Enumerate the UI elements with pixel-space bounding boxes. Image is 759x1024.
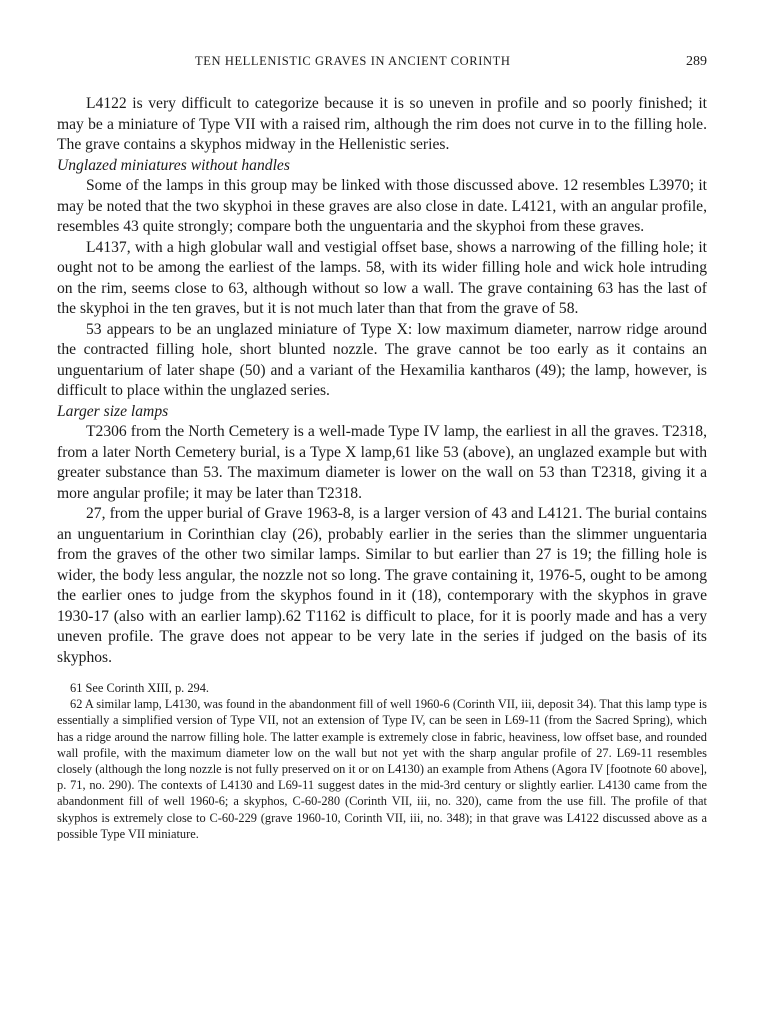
paragraph: T2306 from the North Cemetery is a well-made Type IV lamp, the earliest in all the graves. T2318, from a later North Cemetery burial, is a Type X lamp,61 like 53 (above), an unglazed example but with greater substance than 53. The maximum diameter is lower on the wall on 53 than T2318, giving it a more angular profile; it may be later than T2318. bbox=[57, 423, 707, 502]
section-heading: Unglazed miniatures without handles bbox=[57, 156, 290, 174]
body-text bbox=[57, 94, 707, 842]
running-head: TEN HELLENISTIC GRAVES IN ANCIENT CORINTH bbox=[195, 54, 511, 68]
page-header bbox=[57, 54, 707, 74]
footnote: 61 See Corinth XIII, p. 294. bbox=[70, 681, 210, 695]
section-heading: Larger size lamps bbox=[57, 402, 169, 420]
paragraph: 27, from the upper burial of Grave 1963-8, is a larger version of 43 and L4121. The burial contains an unguentarium in Corinthian clay (26), probably earlier in the series than the slimmer unguentaria from the graves of the other two similar lamps. Similar to but earlier than 27 is 19; the filling hole is wider, the body less angular, the nozzle not so long. The grave containing it, 1976-5, ought to be among the earlier ones to judge from the skyphos found in it (18), contemporary with the skyphos in grave 1930-17 (also with an earlier lamp).62 T1162 is difficult to place, for it is poorly made and has a very uneven profile. The grave does not appear to be very late in the series if judged on the basis of its skyphos. bbox=[57, 505, 707, 666]
paragraph: Some of the lamps in this group may be linked with those discussed above. 12 resembles L3970; it may be noted that the two skyphoi in these graves are also close in date. L4121, with an angular profile, resembles 43 quite strongly; compare both the unguentaria and the skyphoi from these graves. bbox=[57, 177, 707, 235]
page-number: 289 bbox=[686, 54, 707, 69]
footnote: 62 A similar lamp, L4130, was found in the abandonment fill of well 1960-6 (Corinth VII, iii, deposit 34). That this lamp type is essentially a simplified version of Type VII, not an extension of Type IV, can be seen in L69-11 (from the Sacred Spring), which has a ridge around the narrow filling hole. The latter example is extremely close in fabric, heaviness, low offset base, and rounded wall profile, with the maximum diameter low on the wall but not yet with the sharp angular profile of 27. L69-11 resembles closely (although the long nozzle is not fully preserved on it or on L4130) an example from Athens (Agora IV [footnote 60 above], p. 71, no. 290). The contexts of L4130 and L69-11 suggest dates in the mid-3rd century or slightly earlier. L4130 came from the abandonment fill of well 1960-6; a skyphos, C-60-280 (Corinth VII, iii, no. 320), came from the use fill. The profile of that skyphos is extremely close to C-60-229 (grave 1960-10, Corinth VII, iii, no. 348); in that grave was L4122 discussed above as a possible Type VII miniature. bbox=[57, 697, 707, 841]
paragraph: 53 appears to be an unglazed miniature of Type X: low maximum diameter, narrow ridge around the contracted filling hole, short blunted nozzle. The grave cannot be too early as it contains an unguentarium of later shape (50) and a variant of the Hexamilia kantharos (49); the lamp, however, is difficult to place within the unglazed series. bbox=[57, 320, 707, 399]
footnotes bbox=[57, 680, 707, 842]
paragraph: L4137, with a high globular wall and vestigial offset base, shows a narrowing of the filling hole; it ought not to be among the earliest of the lamps. 58, with its wider filling hole and wick hole intruding on the rim, seems close to 63, although without so low a wall. The grave containing 63 has the last of the skyphoi in the ten graves, but it is not much later than that from the grave of 58. bbox=[57, 238, 707, 317]
paragraph: L4122 is very difficult to categorize because it is so uneven in profile and so poorly finished; it may be a miniature of Type VII with a raised rim, although the rim does not curve in to the filling hole. The grave contains a skyphos midway in the Hellenistic series. bbox=[57, 95, 707, 153]
